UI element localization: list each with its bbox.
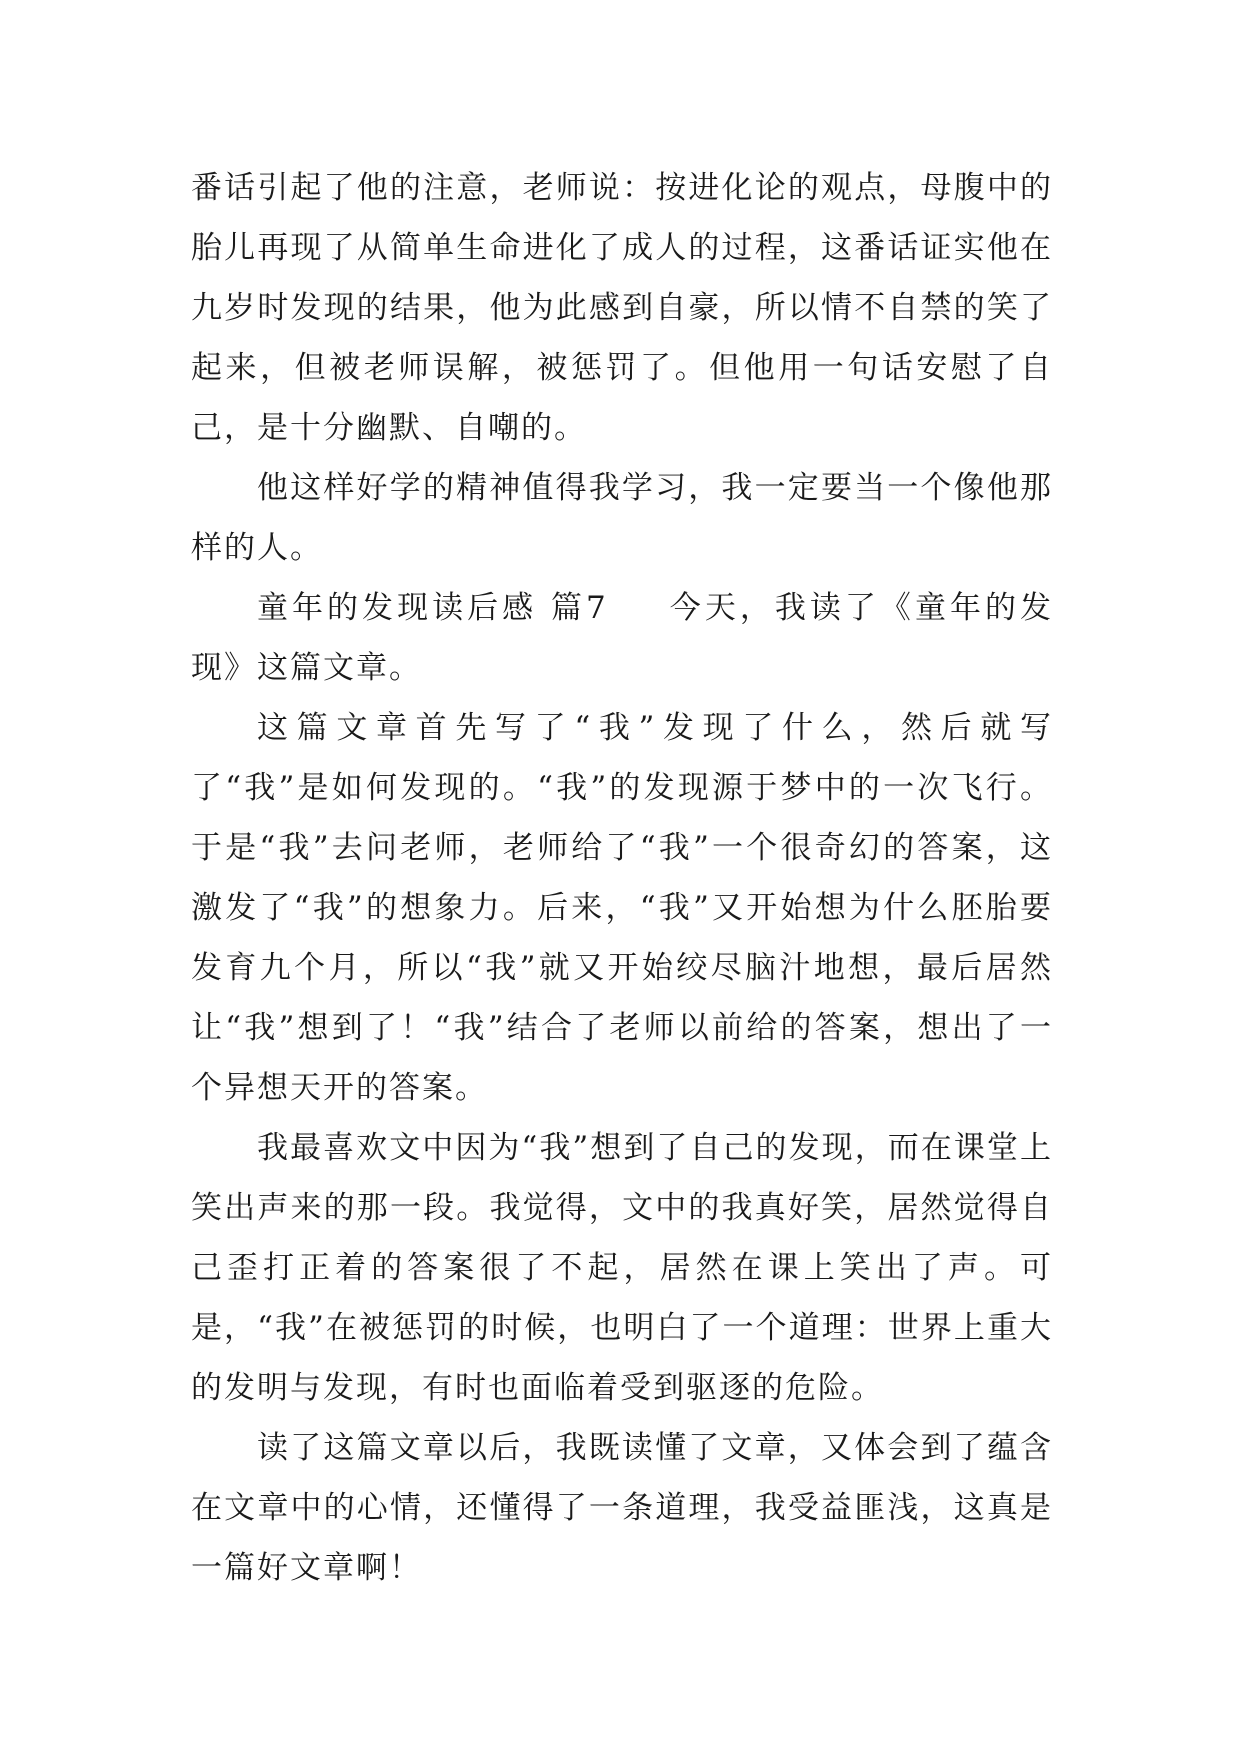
paragraph-6: 读了这篇文章以后，我既读懂了文章，又体会到了蕴含在文章中的心情，还懂得了一条道理，我受益匪浅，这真是一篇好文章啊！ xyxy=(191,1430,1053,1586)
paragraph-5: 我最喜欢文中因为“我”想到了自己的发现，而在课堂上笑出声来的那一段。我觉得，文中的我真好笑，居然觉得自己歪打正着的答案很了不起，居然在课上笑出了声。可是，“我”在被惩罚的时候，也明白了一个道理：世界上重大的发明与发现，有时也面临着受到驱逐的危险。 xyxy=(191,1130,1053,1406)
paragraph-3 xyxy=(191,578,1053,698)
document-body xyxy=(191,158,1053,1598)
paragraph-3-text: 今天，我读了《童年的发现》这篇文章。 xyxy=(191,590,1054,686)
paragraph-1: 番话引起了他的注意，老师说：按进化论的观点，母腹中的胎儿再现了从简单生命进化了成人的过程，这番话证实他在九岁时发现的结果，他为此感到自豪，所以情不自禁的笑了起来，但被老师误解，被惩罚了。但他用一句话安慰了自己，是十分幽默、自嘲的。 xyxy=(191,170,1053,446)
paragraph-4: 这篇文章首先写了“我”发现了什么，然后就写了“我”是如何发现的。“我”的发现源于梦中的一次飞行。于是“我”去问老师，老师给了“我”一个很奇幻的答案，这激发了“我”的想象力。后来，“我”又开始想为什么胚胎要发育九个月，所以“我”就又开始绞尽脑汁地想，最后居然让“我”想到了！“我”结合了老师以前给的答案，想出了一个异想天开的答案。 xyxy=(191,710,1053,1106)
paragraph-2: 他这样好学的精神值得我学习，我一定要当一个像他那样的人。 xyxy=(191,470,1053,566)
section-heading: 童年的发现读后感 篇7 xyxy=(257,590,608,626)
